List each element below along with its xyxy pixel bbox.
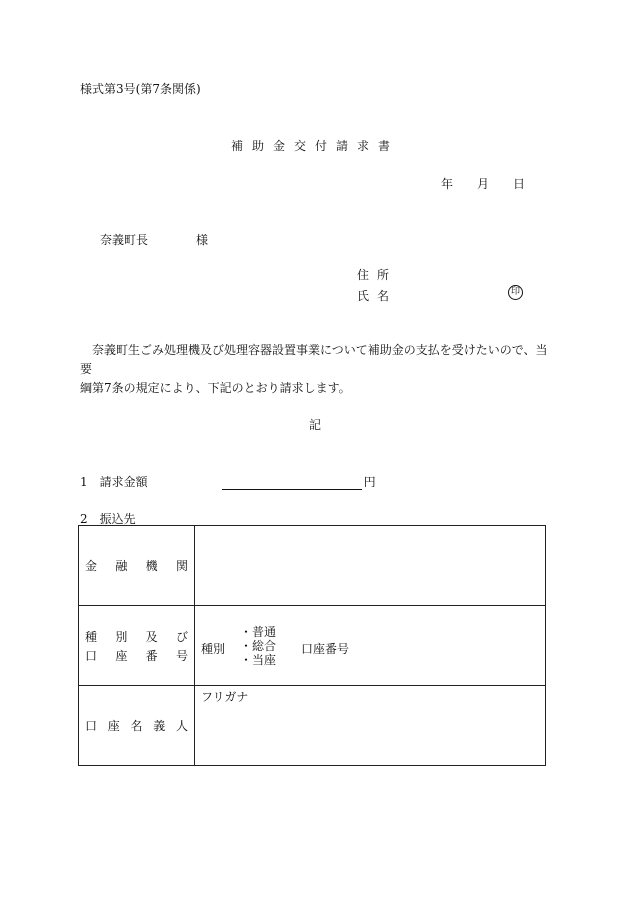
type-label-char: 及: [145, 629, 158, 644]
date-line: [441, 175, 525, 192]
type-options: [240, 625, 276, 667]
type-label-char: 座: [115, 648, 128, 663]
holder-value-cell[interactable]: [195, 686, 546, 766]
form-number: 様式第3号(第7条関係): [80, 82, 201, 96]
holder-label-char: 義: [153, 719, 166, 733]
date-month: 月: [477, 177, 490, 191]
seal-mark: 印: [508, 285, 523, 300]
type-label-char: 口: [85, 648, 98, 663]
type-label-char: 番: [145, 648, 158, 663]
type-option-sogo[interactable]: ・総合: [240, 639, 277, 653]
addressee-honorific: 様: [196, 233, 209, 247]
request-body-text: [80, 341, 550, 398]
type-label-char: 号: [175, 648, 188, 663]
transfer-destination-table: [78, 525, 546, 766]
document-title: 補助金交付請求書: [230, 139, 399, 153]
type-label-char: び: [175, 629, 188, 644]
addressee: [100, 231, 208, 248]
date-year: 年: [441, 177, 454, 191]
bank-label-cell: [79, 526, 195, 606]
body-line-1: 奈義町生ごみ処理機及び処理容器設置事業について補助金の支払を受けたいので、当要: [80, 343, 548, 376]
type-label-cell: [79, 606, 195, 686]
bank-label: [79, 557, 194, 574]
bank-label-char: 関: [175, 559, 188, 573]
holder-label-cell: [79, 686, 195, 766]
holder-label-char: 口: [85, 719, 98, 733]
type-option-futsu[interactable]: ・普通: [240, 625, 277, 639]
type-label-char: 種: [85, 629, 98, 644]
request-amount-unit: 円: [363, 475, 376, 489]
request-amount-row: [80, 473, 376, 490]
type-value-cell[interactable]: [195, 606, 546, 686]
applicant-address-label: 住所: [357, 268, 398, 282]
type-label-line2: [79, 647, 194, 664]
transfer-destination-label: 2 振込先: [80, 512, 136, 526]
date-day: 日: [513, 177, 526, 191]
holder-label: [79, 717, 194, 734]
bank-value-cell[interactable]: [195, 526, 546, 606]
holder-label-char: 座: [107, 719, 120, 733]
type-label-line1: [79, 628, 194, 645]
holder-label-char: 人: [175, 719, 188, 733]
applicant-name-label: 氏名: [357, 289, 398, 303]
ki-heading: 記: [308, 418, 321, 432]
holder-label-char: 名: [130, 719, 143, 733]
addressee-name: 奈義町長: [100, 233, 149, 247]
bank-label-char: 融: [115, 559, 128, 573]
body-line-2: 綱第7条の規定により、下記のとおり請求します。: [80, 381, 351, 395]
account-number-label: 口座番号: [301, 642, 350, 656]
type-option-toza[interactable]: ・当座: [240, 653, 277, 667]
bank-label-char: 機: [145, 559, 158, 573]
type-word: 種別: [201, 642, 226, 656]
request-amount-label: 1 請求金額: [80, 475, 148, 489]
furigana-label: フリガナ: [201, 690, 249, 704]
bank-label-char: 金: [85, 559, 98, 573]
type-label-char: 別: [115, 629, 128, 644]
request-amount-field[interactable]: [222, 477, 362, 490]
